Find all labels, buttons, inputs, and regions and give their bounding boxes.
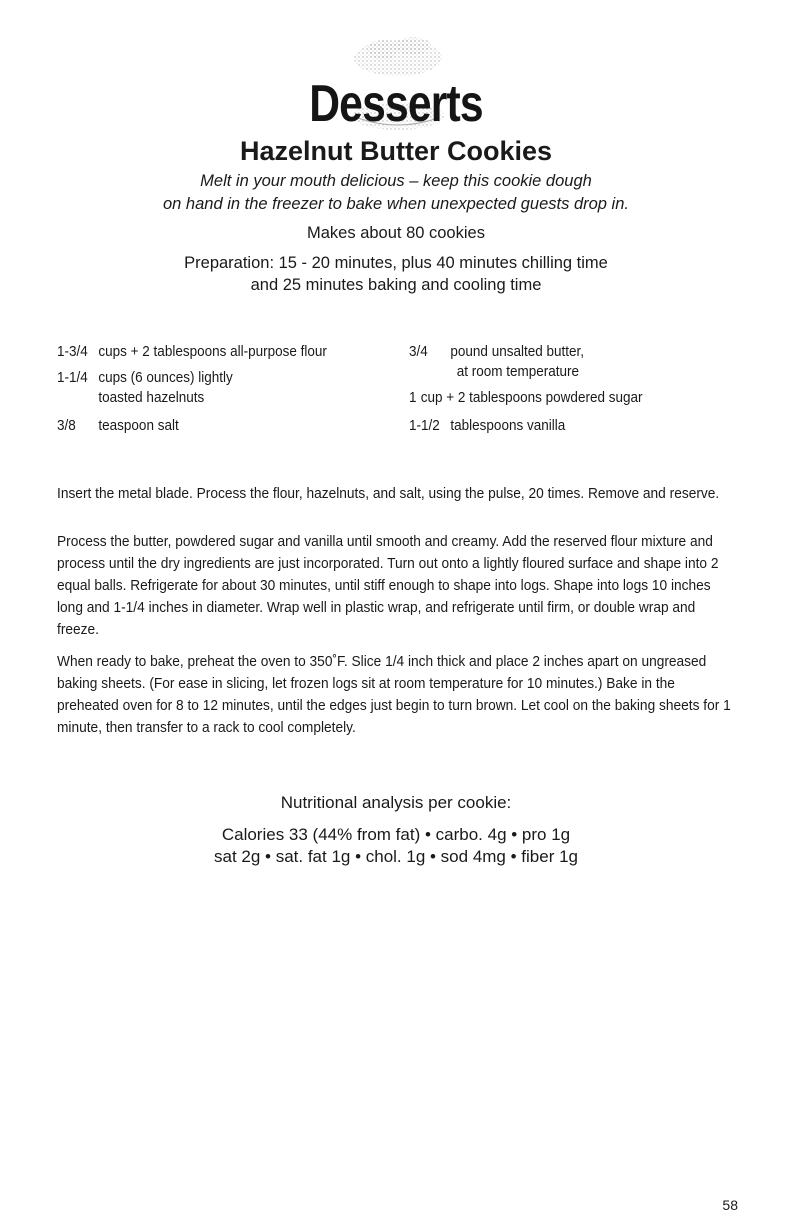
directions-step-3: When ready to bake, preheat the oven to 350˚F. Slice 1/4 inch thick and place 2 inches apart on ungreased baking sheets. (For ease in slicing, let frozen logs sit at room temperature for 10 minutes.) Bake in the preheated oven for 8 to 12 minutes, until the edges just begin to turn brown. Let cool on the baking sheets for 1 minute, then transfer to a rack to cool completely.	[57, 653, 731, 736]
ingredient-text: tablespoons vanilla	[450, 417, 566, 434]
ingredient-quantity: 1-1/2	[409, 417, 440, 434]
recipe-yield: Makes about 80 cookies	[307, 224, 485, 242]
ingredient-item	[57, 416, 179, 436]
recipe-subtitle-line-1: Melt in your mouth delicious – keep this cookie dough	[200, 172, 592, 190]
nutrition-line-1: Calories 33 (44% from fat) • carbo. 4g • pro 1g	[221, 825, 571, 844]
ingredient-text: cups (6 ounces) lightly	[98, 369, 233, 386]
section-title: Desserts	[309, 75, 483, 133]
ingredient-text: cup + 2 tablespoons powdered sugar	[420, 389, 643, 406]
directions-step-2: Process the butter, powdered sugar and vanilla until smooth and creamy. Add the reserved flour mixture and process until the dry ingredients are just incorporated. Turn out onto a lightly floured surface and shape into 2 equal balls. Refrigerate for about 30 minutes, until stiff enough to shape into logs. Shape into logs 10 inches long and 1-1/4 inches in diameter. Wrap well in plastic wrap, and refrigerate until firm, or double wrap and freeze.	[57, 533, 719, 638]
ingredient-item	[57, 368, 233, 388]
ingredient-item	[57, 342, 327, 362]
preparation-line-1: Preparation: 15 - 20 minutes, plus 40 minutes chilling time	[184, 254, 608, 272]
nutrition-line-2: sat 2g • sat. fat 1g • chol. 1g • sod 4mg • fiber 1g	[213, 847, 578, 866]
ingredient-quantity: 3/8	[57, 417, 76, 434]
directions-step-1: Insert the metal blade. Process the flour, hazelnuts, and salt, using the pulse, 20 times. Remove and reserve.	[57, 485, 720, 502]
ingredient-item-continued	[409, 362, 579, 382]
ingredient-quantity: 1-3/4	[57, 343, 88, 360]
ingredient-item	[409, 416, 565, 436]
ingredient-item	[409, 388, 642, 408]
ingredient-quantity: 1	[409, 389, 417, 406]
ingredient-text: toasted hazelnuts	[98, 389, 205, 406]
ingredient-quantity: 1-1/4	[57, 369, 88, 386]
section-header	[0, 28, 792, 138]
ingredient-item-continued	[57, 388, 204, 408]
recipe-title: Hazelnut Butter Cookies	[239, 136, 553, 166]
ingredient-text: at room temperature	[456, 363, 580, 380]
ingredient-item	[409, 342, 584, 362]
ingredient-text: teaspoon salt	[98, 417, 179, 434]
ingredient-text: pound unsalted butter,	[450, 343, 585, 360]
page-number: 58	[722, 1197, 738, 1213]
ingredient-text: cups + 2 tablespoons all-purpose flour	[98, 343, 327, 360]
ingredient-quantity: 3/4	[409, 343, 428, 360]
nutrition-heading: Nutritional analysis per cookie:	[280, 793, 512, 812]
preparation-line-2: and 25 minutes baking and cooling time	[250, 276, 542, 294]
recipe-subtitle-line-2: on hand in the freezer to bake when unexpected guests drop in.	[163, 195, 629, 213]
